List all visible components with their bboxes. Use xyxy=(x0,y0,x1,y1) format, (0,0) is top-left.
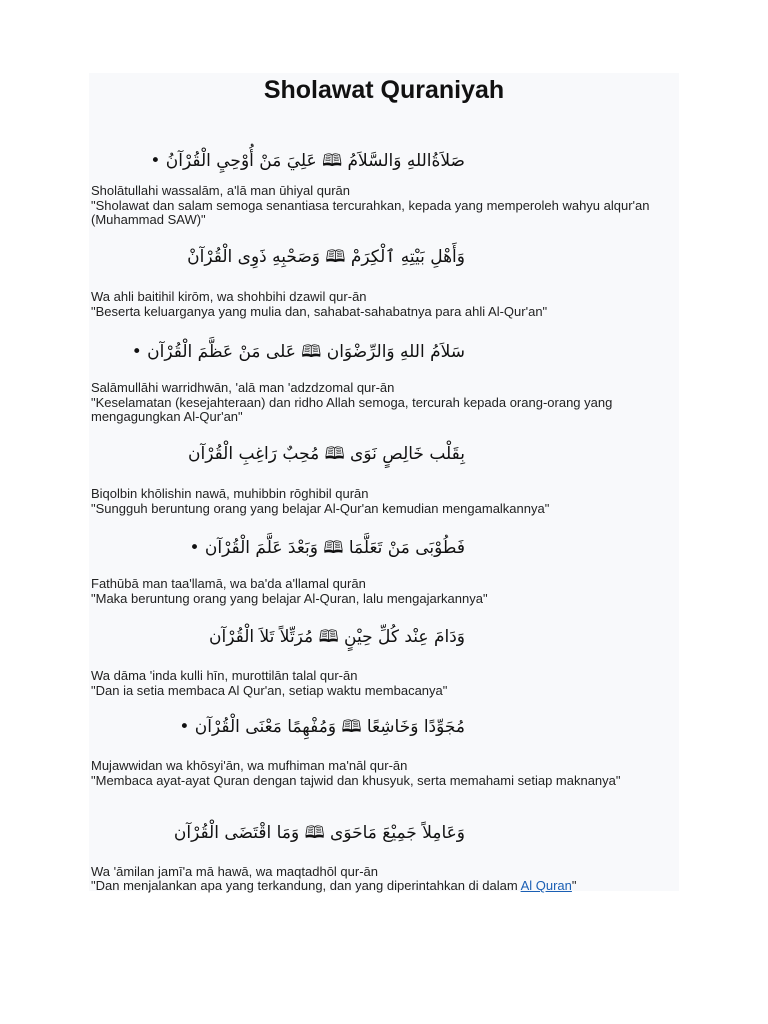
arabic-text: مُجَوِّدًا وَخَاشِعًا 🕮 وَمُفْهِمًا مَعْنَى الْقُرْآن xyxy=(194,717,465,737)
arabic-text: وَأَهْلِ بَيْتِهِ ٱلْكِرَمْ 🕮 وَصَحْبِهِ ذَوِى الْقُرْآنْ xyxy=(187,247,465,267)
arabic-verse-7 xyxy=(171,716,465,738)
bullet: • xyxy=(131,342,142,362)
arabic-text: بِقَلْب خَالِصٍ نَوَى 🕮 مُحِبٌ رَاغِبِ الْقُرْآن xyxy=(187,444,465,464)
arabic-verse-4 xyxy=(188,443,465,465)
translation-verse-8 xyxy=(91,879,651,893)
translation-text: "Dan menjalankan apa yang terkandung, dan yang diperintahkan di dalam xyxy=(91,878,521,893)
latin-verse-3: Salāmullāhi warridhwān, 'alā man 'adzdzomal qur-ān xyxy=(91,380,395,395)
arabic-verse-5 xyxy=(181,537,465,559)
arabic-text: وَعَامِلاً جَمِيْعَ مَاحَوَى 🕮 وَمَا اقْتَضَى الْقُرْآن xyxy=(173,823,465,843)
arabic-verse-2 xyxy=(187,246,465,268)
bullet: • xyxy=(189,538,200,558)
translation-verse-2: "Beserta keluarganya yang mulia dan, sahabat-sahabatnya para ahli Al-Qur'an" xyxy=(91,304,548,319)
latin-verse-2: Wa ahli baitihil kirōm, wa shohbihi dzawil qur-ān xyxy=(91,289,367,304)
arabic-verse-1 xyxy=(142,150,465,172)
latin-verse-7: Mujawwidan wa khōsyi'ān, wa mufhiman ma'nāl qur-ān xyxy=(91,758,408,773)
latin-verse-5: Fathūbā man taa'llamā, wa ba'da a'llamal qurān xyxy=(91,576,366,591)
arabic-verse-8 xyxy=(174,822,465,844)
translation-verse-6: "Dan ia setia membaca Al Qur'an, setiap waktu membacanya" xyxy=(91,683,448,698)
translation-verse-4: "Sungguh beruntung orang yang belajar Al-Qur'an kemudian mengamalkannya" xyxy=(91,501,550,516)
arabic-text: فَطُوْبَى مَنْ تَعَلَّمَا 🕮 وَبَعْدَ عَلَّمَ الْقُرْآن xyxy=(204,538,465,558)
translation-closing-quote: " xyxy=(571,878,577,893)
arabic-text: سَلاَمُ اللهِ وَالرِّضْوَان 🕮 عَلى مَنْ عَظَّمَ الْقُرْآن xyxy=(147,342,465,362)
arabic-verse-6 xyxy=(209,626,465,648)
latin-verse-4: Biqolbin khōlishin nawā, muhibbin rōghibil qurān xyxy=(91,486,369,501)
document-page xyxy=(89,73,679,891)
al-quran-link[interactable]: Al Quran xyxy=(520,878,572,893)
arabic-text: صَلاَةُاللهِ وَالسَّلاَمُ 🕮 عَلِيَ مَنْ أُوْحِيِ الْقُرْآنُ xyxy=(165,151,465,171)
latin-verse-1: Sholātullahi wassalām, a'lā man ūhiyal qurān xyxy=(91,183,351,198)
translation-verse-3: "Keselamatan (kesejahteraan) dan ridho Allah semoga, tercurah kepada orang-orang yang mengagungkan Al-Qur'an" xyxy=(91,395,613,424)
translation-verse-5: "Maka beruntung orang yang belajar Al-Quran, lalu mengajarkannya" xyxy=(91,591,488,606)
page-title: Sholawat Quraniyah xyxy=(263,76,505,104)
translation-verse-7: "Membaca ayat-ayat Quran dengan tajwid dan khusyuk, serta memahami setiap maknanya" xyxy=(91,773,621,788)
translation-verse-1: "Sholawat dan salam semoga senantiasa tercurahkan, kepada yang memperoleh wahyu alqur'an (Muhammad SAW)" xyxy=(91,198,650,227)
arabic-text: وَدَامَ عِنْد كُلِّ حِيْنٍ 🕮 مُرَتِّلاً تَلاَ الْقُرْآن xyxy=(209,627,465,647)
bullet: • xyxy=(150,151,161,171)
arabic-verse-3 xyxy=(124,341,465,363)
latin-verse-6: Wa dāma 'inda kulli hīn, murottilān talal qur-ān xyxy=(91,668,358,683)
bullet: • xyxy=(179,717,190,737)
latin-verse-8: Wa 'āmilan jamī'a mā hawā, wa maqtadhōl qur-ān xyxy=(91,864,379,879)
